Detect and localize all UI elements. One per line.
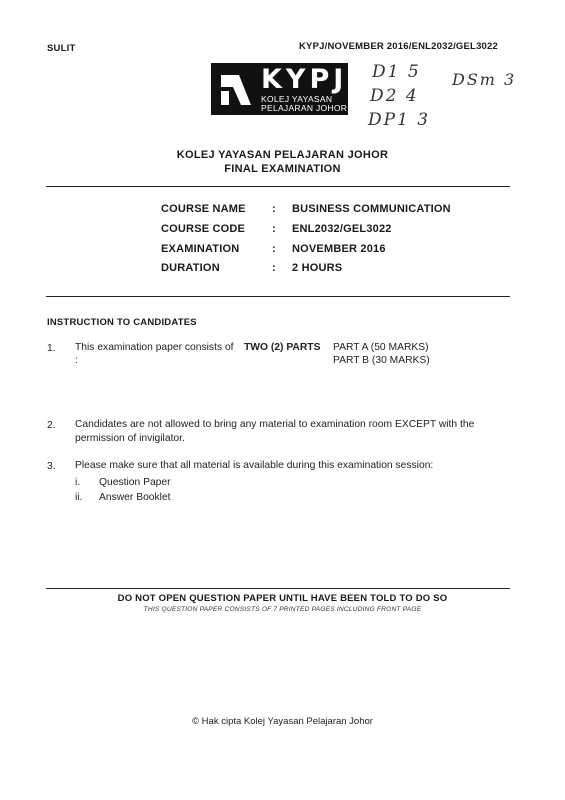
instruction-1-text: This examination paper consists of: [75, 342, 234, 353]
instruction-1-parts: TWO (2) PARTS: [244, 342, 321, 353]
instruction-3-sub-1-number: i.: [75, 477, 81, 488]
info-label-examination: EXAMINATION: [161, 243, 240, 255]
handwritten-note-side: DSm 3: [452, 70, 517, 89]
logo-line-2: PELAJARAN JOHOR: [261, 103, 348, 113]
instruction-3-text: Please make sure that all material is available during this examination session:: [75, 460, 434, 471]
footer-rule: [46, 588, 510, 589]
instructions-heading: INSTRUCTION TO CANDIDATES: [47, 317, 197, 328]
instruction-1-part-a: PART A (50 MARKS): [333, 342, 429, 353]
instruction-3-sub-2-number: ii.: [75, 492, 83, 503]
info-sep: :: [272, 262, 276, 274]
classification-label: SULIT: [47, 43, 76, 54]
info-label-course-code: COURSE CODE: [161, 223, 246, 235]
instruction-2-line-1: Candidates are not allowed to bring any material to examination room EXCEPT with the: [75, 419, 475, 430]
instruction-3-sub-1-text: Question Paper: [99, 477, 171, 488]
logo-wordmark: KYPJ: [261, 64, 348, 95]
handwritten-note-3: DP1 3: [368, 110, 431, 130]
kypj-logo: [211, 63, 348, 115]
top-rule: [46, 186, 510, 187]
info-label-course-name: COURSE NAME: [161, 203, 246, 215]
instruction-1-colon: :: [75, 355, 78, 366]
page-count-note: THIS QUESTION PAPER CONSISTS OF 7 PRINTED PAGES INCLUDING FRONT PAGE: [143, 606, 422, 613]
instruction-2-number: 2.: [47, 420, 56, 431]
open-warning: DO NOT OPEN QUESTION PAPER UNTIL HAVE BEEN TOLD TO DO SO: [117, 593, 448, 604]
instruction-1-number: 1.: [47, 343, 56, 354]
instruction-3-number: 3.: [47, 461, 56, 472]
handwritten-note-2: D2 4: [370, 86, 419, 106]
logo-line-1: KOLEJ YAYASAN: [261, 94, 333, 104]
info-sep: :: [272, 223, 276, 235]
info-value-duration: 2 HOURS: [292, 262, 343, 274]
kypj-emblem-icon: [217, 69, 257, 109]
college-title: KOLEJ YAYASAN PELAJARAN JOHOR: [176, 149, 389, 161]
info-value-examination: NOVEMBER 2016: [292, 243, 386, 255]
info-sep: :: [272, 243, 276, 255]
info-label-duration: DURATION: [161, 262, 220, 274]
info-value-course-code: ENL2032/GEL3022: [292, 223, 392, 235]
info-value-course-name: BUSINESS COMMUNICATION: [292, 203, 451, 215]
exam-title: FINAL EXAMINATION: [224, 163, 341, 175]
instruction-3-sub-2-text: Answer Booklet: [99, 492, 171, 503]
middle-rule: [46, 296, 510, 297]
instruction-2-line-2: permission of invigilator.: [75, 433, 185, 444]
instruction-1-part-b: PART B (30 MARKS): [333, 355, 430, 366]
document-reference: KYPJ/NOVEMBER 2016/ENL2032/GEL3022: [299, 41, 498, 52]
info-sep: :: [272, 203, 276, 215]
handwritten-note-1: D1 5: [372, 62, 421, 82]
copyright-notice: © Hak cipta Kolej Yayasan Pelajaran Johor: [192, 716, 373, 727]
